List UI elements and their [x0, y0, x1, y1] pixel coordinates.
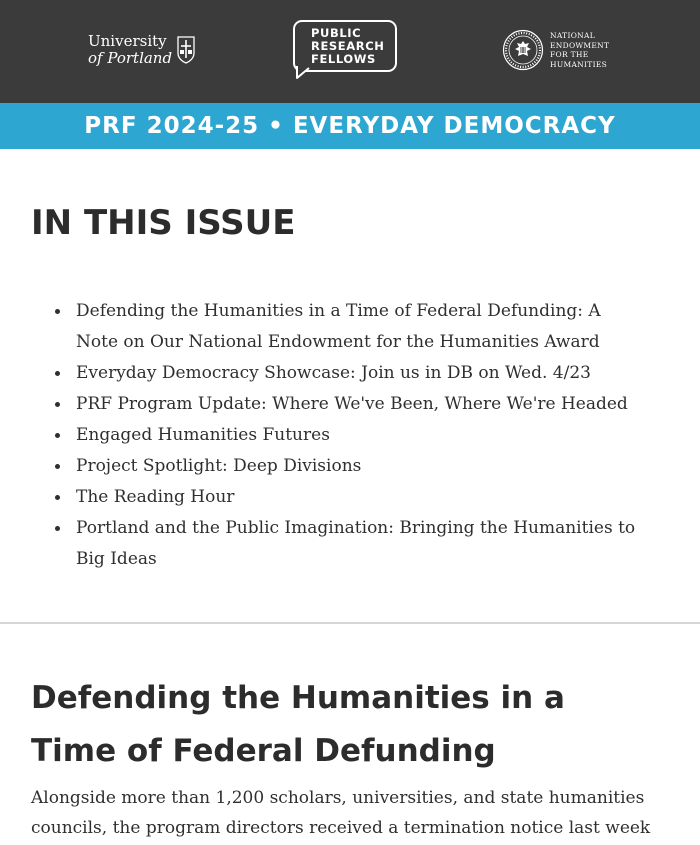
neh-logo-line1: NATIONAL — [550, 31, 596, 40]
bullet-icon — [55, 402, 60, 407]
toc-item-reading-hour[interactable] — [76, 482, 676, 513]
university-of-portland-logo[interactable] — [88, 30, 195, 70]
neh-seal-icon — [502, 29, 544, 71]
neh-logo-line3: FOR THE — [550, 50, 589, 59]
toc-item-line: Big Ideas — [76, 549, 157, 569]
section-divider — [0, 622, 700, 624]
neh-logo-text — [550, 31, 609, 69]
program-banner: PRF 2024-25 • EVERYDAY DEMOCRACY — [0, 103, 700, 149]
toc-item-line: The Reading Hour — [76, 487, 235, 507]
toc-item-portland-public-imagination[interactable] — [76, 513, 676, 575]
prf-logo-line2: RESEARCH — [311, 39, 385, 53]
toc-item-defending-humanities[interactable] — [76, 296, 676, 358]
neh-logo-line4: HUMANITIES — [550, 59, 608, 69]
bullet-icon — [55, 526, 60, 531]
toc-item-line: Portland and the Public Imagination: Bringing the Humanities to — [76, 518, 636, 538]
university-logo-line2: of Portland — [88, 49, 173, 67]
article-body-line2: councils, the program directors received a termination notice last week — [31, 818, 651, 838]
toc-item-project-spotlight[interactable] — [76, 451, 676, 482]
bullet-icon — [55, 371, 60, 376]
prf-logo-line1: PUBLIC — [311, 26, 362, 40]
article-title-line1: Defending the Humanities in a — [31, 680, 565, 716]
toc-item-line: Project Spotlight: Deep Divisions — [76, 456, 362, 476]
public-research-fellows-logo[interactable] — [293, 20, 401, 78]
table-of-contents — [76, 296, 676, 575]
article-body — [31, 783, 691, 843]
toc-item-line: Engaged Humanities Futures — [76, 425, 330, 445]
toc-item-line: PRF Program Update: Where We've Been, Where We're Headed — [76, 394, 628, 414]
university-shield-icon — [177, 36, 195, 64]
speech-bubble-tail-icon — [295, 66, 311, 80]
article-title-line2: Time of Federal Defunding — [31, 733, 496, 769]
toc-item-program-update[interactable] — [76, 389, 676, 420]
toc-item-engaged-futures[interactable] — [76, 420, 676, 451]
toc-item-line: Note on Our National Endowment for the Humanities Award — [76, 332, 600, 352]
toc-item-showcase[interactable] — [76, 358, 676, 389]
neh-logo-line2: ENDOWMENT — [550, 40, 610, 50]
header-bar — [0, 0, 700, 103]
in-this-issue-heading: IN THIS ISSUE — [31, 203, 296, 243]
article-body-line1: Alongside more than 1,200 scholars, universities, and state humanities — [31, 788, 645, 808]
prf-logo-line3: FELLOWS — [311, 52, 376, 66]
national-endowment-for-the-humanities-logo[interactable] — [502, 28, 609, 72]
article-title — [31, 672, 565, 778]
university-logo-text — [88, 33, 172, 67]
toc-item-line: Everyday Democracy Showcase: Join us in DB on Wed. 4/23 — [76, 363, 591, 383]
bullet-icon — [55, 433, 60, 438]
bullet-icon — [55, 464, 60, 469]
bullet-icon — [55, 495, 60, 500]
university-logo-line1: University — [88, 32, 167, 50]
bullet-icon — [55, 309, 60, 314]
prf-logo-text — [311, 27, 384, 66]
toc-item-line: Defending the Humanities in a Time of Federal Defunding: A — [76, 301, 601, 321]
